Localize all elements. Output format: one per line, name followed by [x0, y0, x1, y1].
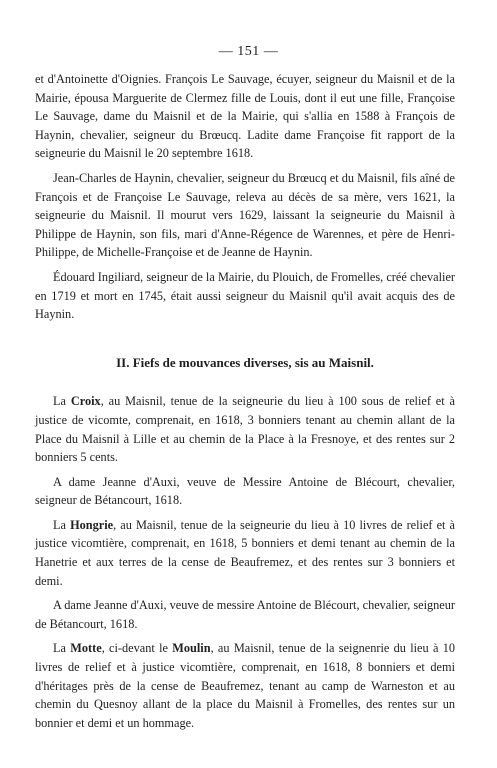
fief-motte: [35, 639, 455, 732]
fief-prefix: La: [53, 517, 71, 532]
fief-prefix: La: [53, 641, 71, 656]
fief-name: Croix: [70, 394, 101, 409]
fief-text: , au Maisnil, tenue de la seigneurie du lieu à 10 livres de relief et à justice vicomtière, comprenait, en 1618, 5 bonniers et demi tenant au chemin de la Hanetrie et aux terres de la cense de Beaufremez, et des rentes sur 3 bonniers et demi.: [35, 517, 456, 588]
page-body: [35, 70, 455, 732]
page-number: — 151 —: [218, 44, 279, 59]
section-title: II. Fiefs de mouvances diverses, sis au Maisnil.: [116, 354, 374, 370]
fief-name-2: Moulin: [172, 641, 211, 656]
fief-name: Motte: [70, 641, 102, 656]
fief-hongrie: [35, 516, 455, 590]
fief-croix-owner: A dame Jeanne d'Auxi, veuve de Messire Antoine de Blécourt, chevalier, seigneur de Bétancourt, 1618.: [35, 474, 455, 508]
fief-prefix: La: [53, 394, 71, 409]
fief-hongrie-owner: A dame Jeanne d'Auxi, veuve de messire Antoine de Blécourt, chevalier, seigneur de Bétancourt, 1618.: [35, 598, 455, 631]
fief-text: , au Maisnil, tenue de la seigneurie du lieu à 100 sous de relief et à justice de vicomte, comprenait, en 1618, 3 bonniers tenant au chemin allant de la Place du Maisnil à Lille et au chemin de la Place à la Fresnoye, et des rentes sur 2 bonniers 5 cents.: [35, 394, 455, 465]
fief-mid: , ci-devant le: [101, 641, 173, 656]
fief-text: , au Maisnil, tenue de la seignenrie du lieu à 10 livres de relief et à justice vicomtière, comprenait, en 1618, 8 bonniers et demi d'héritages près de la cense de Beaufremez, tenant au camp de Warneston et au chemin du Quesnoy allant de la place du Maisnil à Fromelles, des rentes sur un bonnier et demi et un hommage.: [35, 641, 456, 730]
paragraph-2: Jean-Charles de Haynin, chevalier, seigneur du Brœucq et du Maisnil, fils aîné de François et de Françoise Le Sauvage, releva au décès de sa mère, vers 1621, la seigneurie du Maisnil. Il mourut vers 1629, laissant la seigneurie du Maisnil à Philippe de Haynin, son fils, mari d'Anne-Régence de Warennes, et père de Henri-Philippe, de Michelle-Françoise et de Jeanne de Haynin.: [35, 170, 455, 260]
fief-name: Hongrie: [70, 517, 114, 532]
paragraph-3: Édouard Ingiliard, seigneur de la Mairie, du Plouich, de Fromelles, créé chevalier en 1719 et mort en 1745, était aussi seigneur du Maisnil qu'il avait acquis des de Haynin.: [35, 269, 455, 322]
fief-croix: [35, 392, 455, 466]
paragraph-1: et d'Antoinette d'Oignies. François Le Sauvage, écuyer, seigneur du Maisnil et de la Mairie, épousa Marguerite de Clermez fille de Louis, dont il eut une fille, Françoise Le Sauvage, dame du Maisnil et de la Mairie, qui s'allia en 1588 à François de Haynin, chevalier, seigneur du Brœucq. Ladite dame Françoise fit rapport de la seigneurie du Maisnil le 20 septembre 1618.: [35, 72, 455, 161]
